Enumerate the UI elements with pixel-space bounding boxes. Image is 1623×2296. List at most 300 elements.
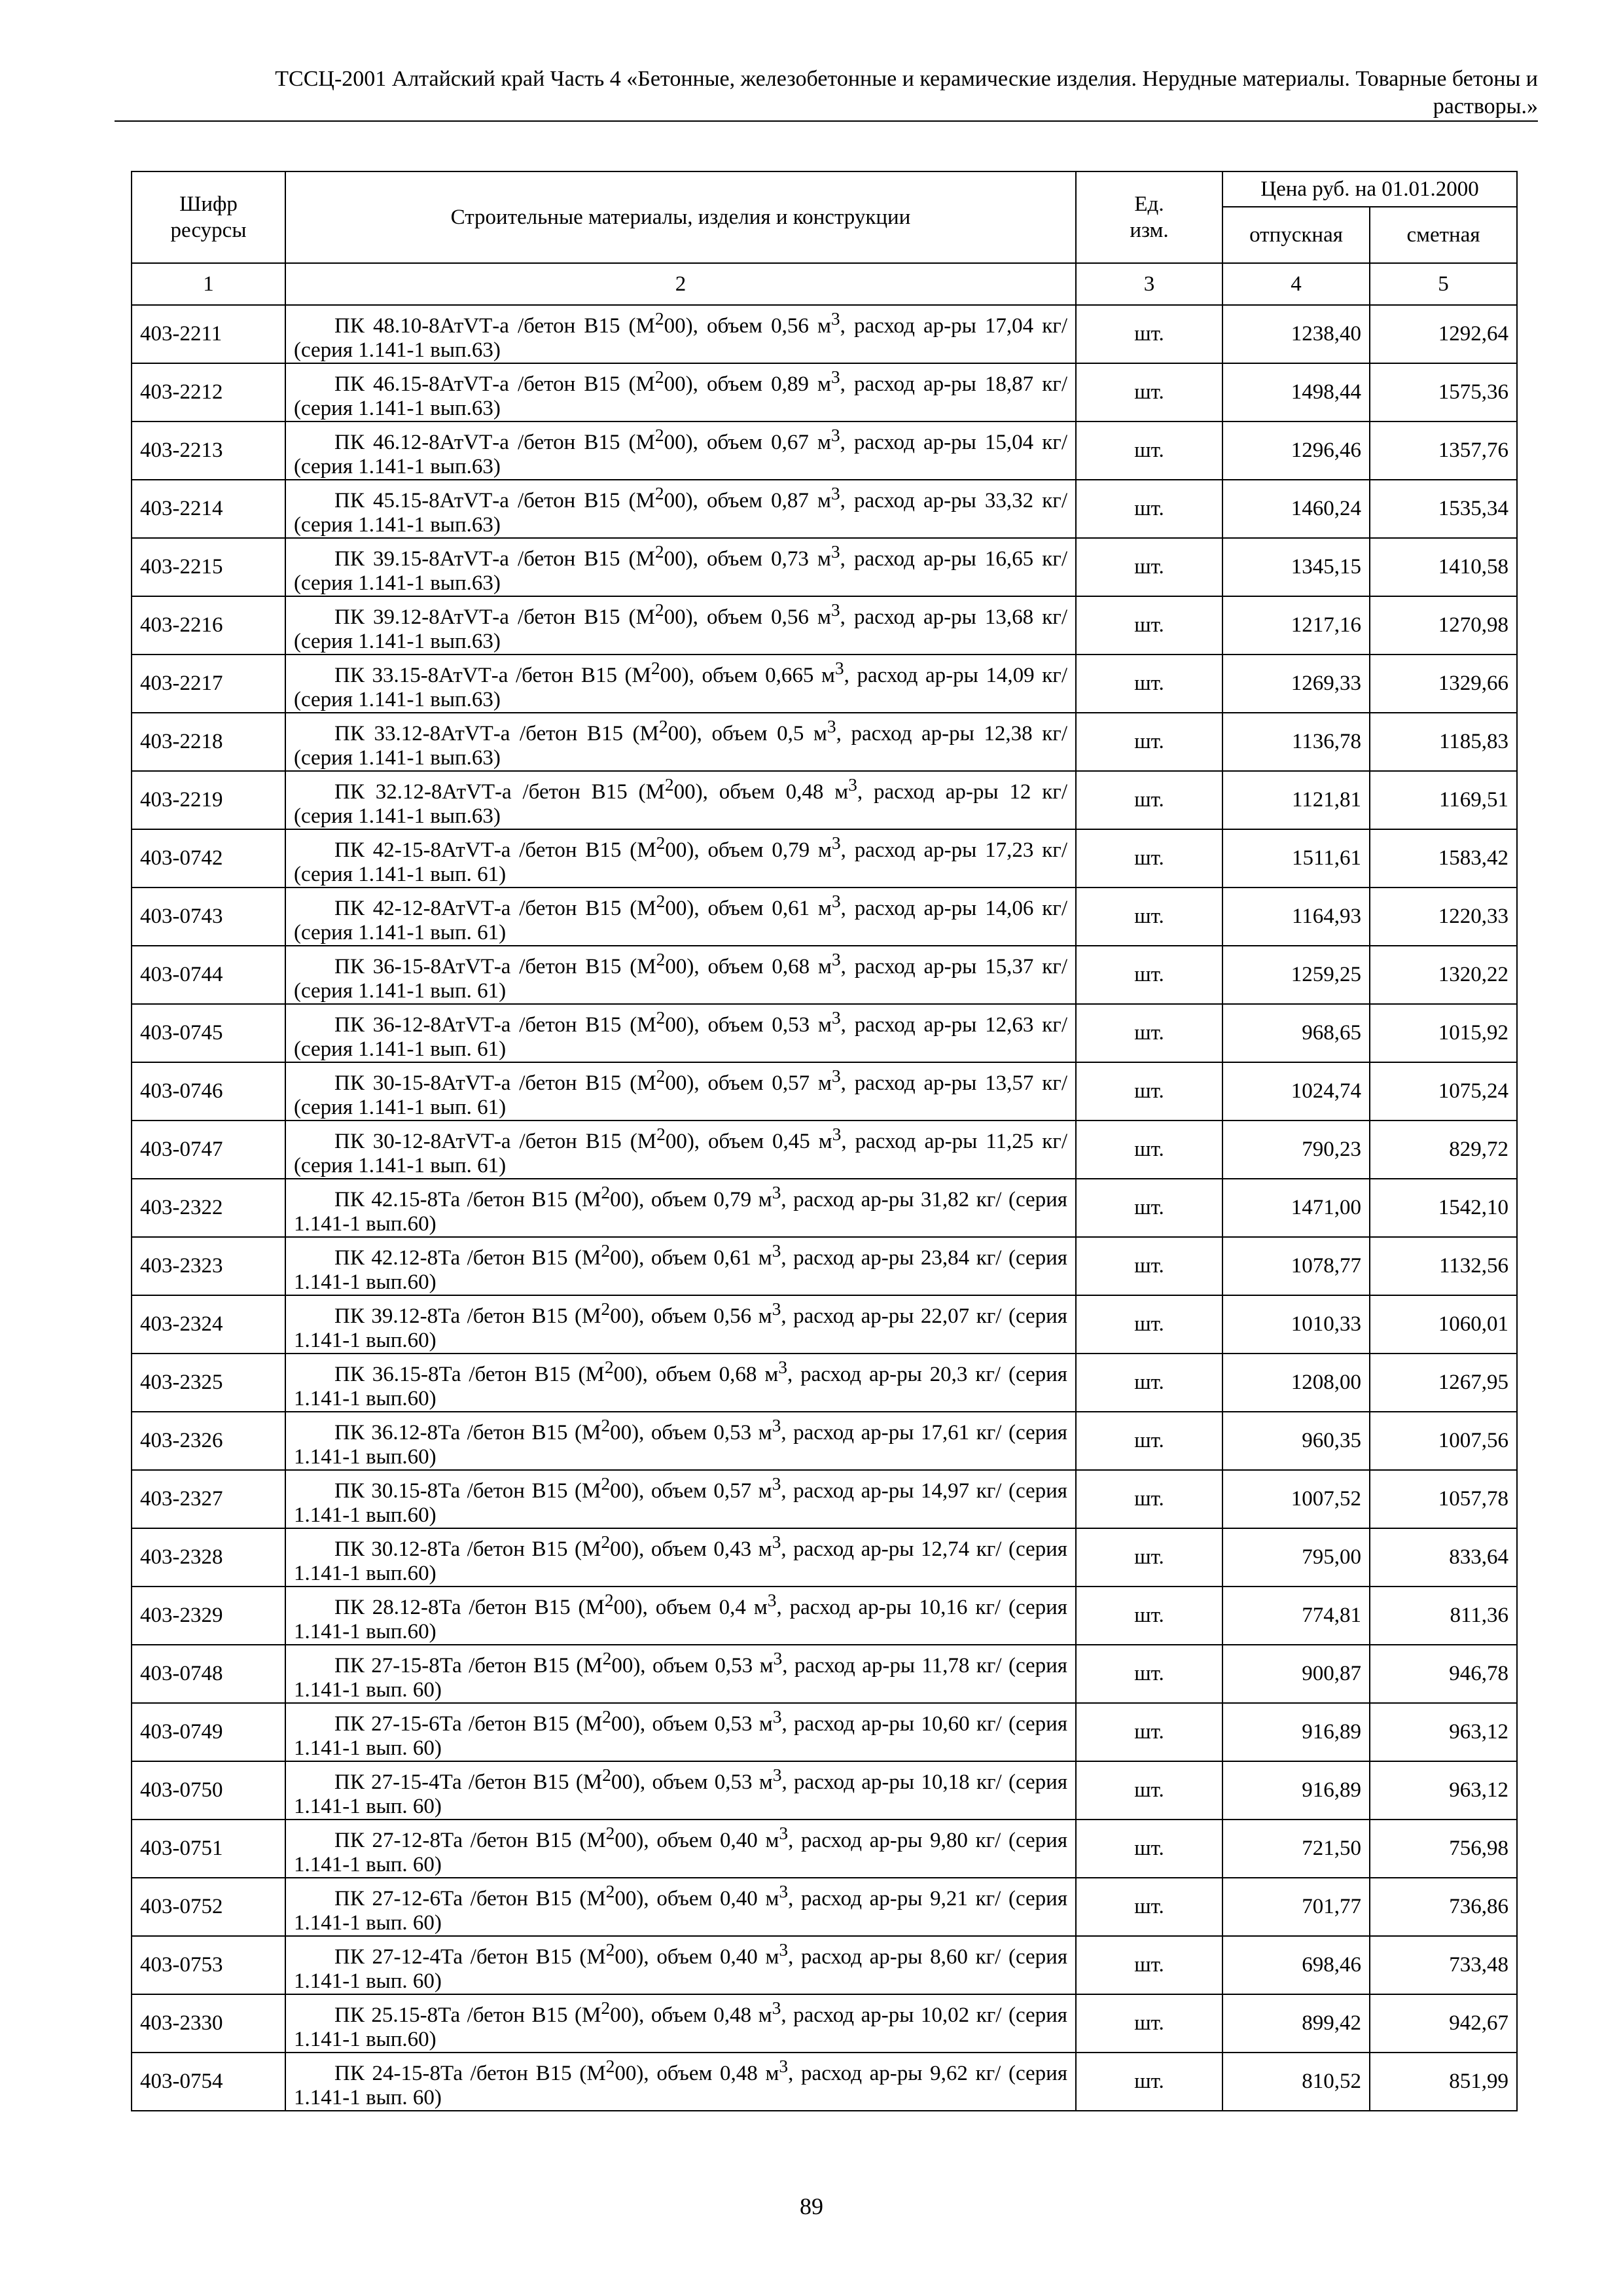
cubic-superscript: 3 — [831, 1007, 841, 1028]
description-part: ПК 30.12-8Та /бетон В15 (М — [334, 1537, 601, 1561]
price-estimate: 1542,10 — [1370, 1179, 1517, 1237]
unit: шт. — [1076, 713, 1222, 771]
unit: шт. — [1076, 422, 1222, 480]
description-part: 00), объем 0,56 м — [610, 1304, 772, 1328]
table-row — [132, 2053, 1517, 2111]
resource-code: 403-2330 — [132, 1994, 285, 2053]
material-description — [285, 1761, 1076, 1820]
cubic-superscript: 3 — [772, 1240, 781, 1261]
resource-code: 403-2323 — [132, 1237, 285, 1295]
grade-superscript: 2 — [654, 308, 664, 329]
grade-superscript: 2 — [656, 1007, 666, 1028]
header-price-release: отпускная — [1222, 207, 1370, 263]
material-description — [285, 1295, 1076, 1354]
material-description — [285, 1354, 1076, 1412]
description-part: ПК 39.12-8Та /бетон В15 (М — [334, 1304, 601, 1328]
description-part: ПК 36-15-8АтVТ-а /бетон В15 (М — [334, 954, 656, 978]
description-part: 00), объем 0,53 м — [611, 1653, 774, 1677]
cubic-superscript: 3 — [779, 1822, 789, 1843]
description-part: , расход ар-ры 9,80 кг/ (серия 1.141-1 вып. 60) — [294, 1828, 1068, 1876]
table-row — [132, 1004, 1517, 1062]
price-estimate: 1292,64 — [1370, 305, 1517, 363]
column-number: 1 — [132, 263, 285, 305]
grade-superscript: 2 — [651, 657, 660, 678]
unit: шт. — [1076, 1062, 1222, 1121]
table-row — [132, 946, 1517, 1004]
cubic-superscript: 3 — [834, 657, 844, 678]
grade-superscript: 2 — [602, 1764, 611, 1785]
material-description — [285, 1820, 1076, 1878]
material-description — [285, 1121, 1076, 1179]
description-part: 00), объем 0,665 м — [660, 663, 835, 687]
price-estimate: 1267,95 — [1370, 1354, 1517, 1412]
resource-code: 403-0751 — [132, 1820, 285, 1878]
table-row — [132, 713, 1517, 771]
price-release: 968,65 — [1222, 1004, 1370, 1062]
description-part: ПК 27-12-6Та /бетон В15 (М — [334, 1886, 606, 1910]
unit: шт. — [1076, 1121, 1222, 1179]
description-part: , расход ар-ры 11,25 кг/ (серия 1.141-1 вып. 61) — [294, 1129, 1067, 1177]
price-estimate: 829,72 — [1370, 1121, 1517, 1179]
material-description — [285, 538, 1076, 596]
resource-code: 403-0754 — [132, 2053, 285, 2111]
price-release: 1164,93 — [1222, 888, 1370, 946]
unit: шт. — [1076, 1936, 1222, 1994]
cubic-superscript: 3 — [830, 599, 840, 620]
resource-code: 403-2219 — [132, 771, 285, 829]
description-part: ПК 46.15-8АтVТ-а /бетон В15 (М — [334, 372, 655, 396]
cubic-superscript: 3 — [779, 1880, 789, 1901]
material-description — [285, 1062, 1076, 1121]
description-part: , расход ар-ры 17,23 кг/ (серия 1.141-1 вып. 61) — [294, 838, 1067, 886]
page-number: 89 — [800, 2193, 823, 2219]
price-estimate: 1320,22 — [1370, 946, 1517, 1004]
price-estimate: 1185,83 — [1370, 713, 1517, 771]
table-row — [132, 538, 1517, 596]
material-description — [285, 829, 1076, 888]
description-part: 00), объем 0,79 м — [610, 1187, 772, 1211]
description-part: 00), объем 0,56 м — [664, 314, 831, 338]
price-release: 1136,78 — [1222, 713, 1370, 771]
material-description — [285, 655, 1076, 713]
column-number: 2 — [285, 263, 1076, 305]
unit: шт. — [1076, 1878, 1222, 1936]
grade-superscript: 2 — [654, 424, 664, 445]
unit: шт. — [1076, 655, 1222, 713]
price-release: 900,87 — [1222, 1645, 1370, 1703]
price-estimate: 1060,01 — [1370, 1295, 1517, 1354]
resource-code: 403-2211 — [132, 305, 285, 363]
cubic-superscript: 3 — [830, 541, 840, 562]
table-row — [132, 829, 1517, 888]
cubic-superscript: 3 — [779, 1939, 789, 1960]
description-part: , расход ар-ры 13,68 кг/ (серия 1.141-1 вып.63) — [294, 605, 1067, 653]
cubic-superscript: 3 — [778, 1356, 787, 1377]
description-part: 00), объем 0,57 м — [610, 1479, 772, 1503]
grade-superscript: 2 — [605, 1822, 615, 1843]
material-description — [285, 305, 1076, 363]
price-estimate: 1220,33 — [1370, 888, 1517, 946]
description-part: ПК 48.10-8АтVТ-а /бетон В15 (М — [334, 314, 655, 338]
grade-superscript: 2 — [601, 1531, 611, 1552]
description-part: 00), объем 0,53 м — [611, 1770, 773, 1794]
price-estimate: 1169,51 — [1370, 771, 1517, 829]
description-part: 00), объем 0,67 м — [664, 430, 831, 454]
material-description — [285, 1587, 1076, 1645]
description-part: 00), объем 0,43 м — [610, 1537, 772, 1561]
table-row — [132, 888, 1517, 946]
header-line-1: ТССЦ-2001 Алтайский край Часть 4 «Бетонные, железобетонные и керамические изделия. Нерудные материалы. Товарные бетоны и — [275, 67, 1538, 91]
description-part: ПК 27-15-4Та /бетон В15 (М — [334, 1770, 603, 1794]
description-part: ПК 25.15-8Та /бетон В15 (М — [334, 2003, 601, 2027]
cubic-superscript: 3 — [830, 424, 840, 445]
price-release: 698,46 — [1222, 1936, 1370, 1994]
description-part: ПК 45.15-8АтVТ-а /бетон В15 (М — [334, 488, 655, 512]
description-part: , расход ар-ры 16,65 кг/ (серия 1.141-1 вып.63) — [294, 547, 1067, 595]
grade-superscript: 2 — [605, 2055, 615, 2076]
price-release: 790,23 — [1222, 1121, 1370, 1179]
description-part: 00), объем 0,53 м — [610, 1420, 772, 1444]
description-part: ПК 36-12-8АтVТ-а /бетон В15 (М — [334, 1013, 656, 1037]
resource-code: 403-0746 — [132, 1062, 285, 1121]
description-part: ПК 42.12-8Та /бетон В15 (М — [334, 1246, 601, 1270]
cubic-superscript: 3 — [830, 308, 840, 329]
grade-superscript: 2 — [601, 1473, 611, 1494]
grade-superscript: 2 — [601, 1240, 611, 1261]
description-part: ПК 39.12-8АтVТ-а /бетон В15 (М — [334, 605, 655, 629]
table-row — [132, 480, 1517, 538]
unit: шт. — [1076, 1412, 1222, 1470]
price-release: 1269,33 — [1222, 655, 1370, 713]
material-description — [285, 596, 1076, 655]
table-row — [132, 363, 1517, 422]
price-release: 1010,33 — [1222, 1295, 1370, 1354]
resource-code: 403-2212 — [132, 363, 285, 422]
description-part: , расход ар-ры 11,78 кг/ (серия 1.141-1 вып. 60) — [294, 1653, 1067, 1702]
price-estimate: 1575,36 — [1370, 363, 1517, 422]
grade-superscript: 2 — [656, 1123, 666, 1144]
resource-code: 403-0742 — [132, 829, 285, 888]
table-row — [132, 771, 1517, 829]
material-description — [285, 1528, 1076, 1587]
description-part: , расход ар-ры 8,60 кг/ (серия 1.141-1 вып. 60) — [294, 1945, 1068, 1993]
resource-code: 403-2216 — [132, 596, 285, 655]
description-part: , расход ар-ры 14,97 кг/ (серия 1.141-1 вып.60) — [294, 1479, 1067, 1527]
description-part: 00), объем 0,53 м — [611, 1712, 773, 1736]
description-part: , расход ар-ры 20,3 кг/ (серия 1.141-1 вып.60) — [294, 1362, 1067, 1410]
material-description — [285, 1994, 1076, 2053]
table-row — [132, 305, 1517, 363]
resource-code: 403-0747 — [132, 1121, 285, 1179]
unit: шт. — [1076, 480, 1222, 538]
price-release: 795,00 — [1222, 1528, 1370, 1587]
table-row — [132, 1761, 1517, 1820]
grade-superscript: 2 — [656, 832, 666, 853]
price-estimate: 1057,78 — [1370, 1470, 1517, 1528]
description-part: 00), объем 0,4 м — [613, 1595, 768, 1619]
unit: шт. — [1076, 1528, 1222, 1587]
cubic-superscript: 3 — [830, 366, 840, 387]
grade-superscript: 2 — [658, 715, 668, 736]
resource-code: 403-2325 — [132, 1354, 285, 1412]
cubic-superscript: 3 — [772, 1997, 781, 2018]
table-row — [132, 1528, 1517, 1587]
material-description — [285, 946, 1076, 1004]
price-release: 810,52 — [1222, 2053, 1370, 2111]
unit: шт. — [1076, 1004, 1222, 1062]
description-part: ПК 27-15-6Та /бетон В15 (М — [334, 1712, 603, 1736]
price-estimate: 963,12 — [1370, 1703, 1517, 1761]
description-part: ПК 32.12-8АтVТ-а /бетон В15 (М — [334, 780, 665, 804]
material-description — [285, 1936, 1076, 1994]
resource-code: 403-0749 — [132, 1703, 285, 1761]
resource-code: 403-0743 — [132, 888, 285, 946]
material-description — [285, 1878, 1076, 1936]
resource-code: 403-2326 — [132, 1412, 285, 1470]
material-description — [285, 1645, 1076, 1703]
cubic-superscript: 3 — [831, 890, 841, 911]
price-release: 960,35 — [1222, 1412, 1370, 1470]
unit: шт. — [1076, 946, 1222, 1004]
description-part: ПК 30.15-8Та /бетон В15 (М — [334, 1479, 601, 1503]
price-release: 916,89 — [1222, 1761, 1370, 1820]
price-estimate: 833,64 — [1370, 1528, 1517, 1587]
table-row — [132, 1412, 1517, 1470]
unit: шт. — [1076, 829, 1222, 888]
header-price-estimate: сметная — [1370, 207, 1517, 263]
description-part: ПК 24-15-8Та /бетон В15 (М — [334, 2061, 606, 2085]
price-estimate: 1329,66 — [1370, 655, 1517, 713]
description-part: 00), объем 0,89 м — [664, 372, 831, 396]
price-estimate: 756,98 — [1370, 1820, 1517, 1878]
resource-code: 403-0752 — [132, 1878, 285, 1936]
description-part: 00), объем 0,40 м — [615, 1828, 779, 1852]
unit: шт. — [1076, 1295, 1222, 1354]
table-row — [132, 422, 1517, 480]
cubic-superscript: 3 — [832, 1123, 842, 1144]
price-release: 721,50 — [1222, 1820, 1370, 1878]
material-description — [285, 480, 1076, 538]
cubic-superscript: 3 — [831, 948, 841, 969]
description-part: , расход ар-ры 13,57 кг/ (серия 1.141-1 вып. 61) — [294, 1071, 1067, 1119]
price-estimate: 851,99 — [1370, 2053, 1517, 2111]
price-release: 1078,77 — [1222, 1237, 1370, 1295]
page-header — [115, 65, 1538, 120]
price-release: 1208,00 — [1222, 1354, 1370, 1412]
unit: шт. — [1076, 771, 1222, 829]
description-part: , расход ар-ры 12,74 кг/ (серия 1.141-1 вып.60) — [294, 1537, 1067, 1585]
unit: шт. — [1076, 1354, 1222, 1412]
cubic-superscript: 3 — [848, 774, 857, 795]
description-part: , расход ар-ры 33,32 кг/ (серия 1.141-1 вып.63) — [294, 488, 1067, 537]
unit: шт. — [1076, 1820, 1222, 1878]
description-part: , расход ар-ры 23,84 кг/ (серия 1.141-1 вып.60) — [294, 1246, 1067, 1294]
unit: шт. — [1076, 1587, 1222, 1645]
unit: шт. — [1076, 888, 1222, 946]
table-row — [132, 1703, 1517, 1761]
grade-superscript: 2 — [602, 1706, 611, 1727]
description-part: ПК 42.15-8Та /бетон В15 (М — [334, 1187, 601, 1211]
price-release: 1498,44 — [1222, 363, 1370, 422]
unit: шт. — [1076, 1703, 1222, 1761]
description-part: , расход ар-ры 10,16 кг/ (серия 1.141-1 вып.60) — [294, 1595, 1067, 1643]
resource-code: 403-0744 — [132, 946, 285, 1004]
grade-superscript: 2 — [602, 1647, 612, 1668]
price-estimate: 963,12 — [1370, 1761, 1517, 1820]
description-part: 00), объем 0,48 м — [673, 780, 849, 804]
material-description — [285, 1412, 1076, 1470]
price-release: 1471,00 — [1222, 1179, 1370, 1237]
description-part: , расход ар-ры 10,02 кг/ (серия 1.141-1 вып.60) — [294, 2003, 1067, 2051]
resource-code: 403-0748 — [132, 1645, 285, 1703]
price-estimate: 1535,34 — [1370, 480, 1517, 538]
material-description — [285, 363, 1076, 422]
description-part: ПК 30-15-8АтVТ-а /бетон В15 (М — [334, 1071, 656, 1095]
description-part: , расход ар-ры 14,09 кг/ (серия 1.141-1 вып.63) — [294, 663, 1067, 711]
description-part: ПК 27-15-8Та /бетон В15 (М — [334, 1653, 603, 1677]
description-part: 00), объем 0,61 м — [665, 896, 832, 920]
resource-code: 403-0745 — [132, 1004, 285, 1062]
description-part: , расход ар-ры 10,18 кг/ (серия 1.141-1 вып. 60) — [294, 1770, 1068, 1818]
table-row — [132, 1470, 1517, 1528]
price-estimate: 1132,56 — [1370, 1237, 1517, 1295]
resource-code: 403-2329 — [132, 1587, 285, 1645]
table-row — [132, 1645, 1517, 1703]
description-part: 00), объем 0,87 м — [664, 488, 831, 512]
description-part: ПК 36.12-8Та /бетон В15 (М — [334, 1420, 601, 1444]
material-description — [285, 771, 1076, 829]
price-release: 1121,81 — [1222, 771, 1370, 829]
cubic-superscript: 3 — [772, 1181, 781, 1202]
header-name: Строительные материалы, изделия и конструкции — [285, 171, 1076, 263]
price-release: 701,77 — [1222, 1878, 1370, 1936]
grade-superscript: 2 — [654, 366, 664, 387]
grade-superscript: 2 — [654, 599, 664, 620]
description-part: ПК 27-12-4Та /бетон В15 (М — [334, 1945, 606, 1969]
unit: шт. — [1076, 1761, 1222, 1820]
unit: шт. — [1076, 1645, 1222, 1703]
price-release: 1259,25 — [1222, 946, 1370, 1004]
price-estimate: 736,86 — [1370, 1878, 1517, 1936]
price-release: 1024,74 — [1222, 1062, 1370, 1121]
description-part: 00), объем 0,68 м — [665, 954, 832, 978]
cubic-superscript: 3 — [773, 1647, 783, 1668]
table-row — [132, 1062, 1517, 1121]
price-release: 1511,61 — [1222, 829, 1370, 888]
material-description — [285, 1179, 1076, 1237]
cubic-superscript: 3 — [772, 1531, 781, 1552]
price-estimate: 1583,42 — [1370, 829, 1517, 888]
price-release: 1460,24 — [1222, 480, 1370, 538]
description-part: 00), объем 0,40 м — [615, 1945, 779, 1969]
price-release: 1296,46 — [1222, 422, 1370, 480]
description-part: , расход ар-ры 17,61 кг/ (серия 1.141-1 вып.60) — [294, 1420, 1067, 1469]
price-estimate: 733,48 — [1370, 1936, 1517, 1994]
unit: шт. — [1076, 305, 1222, 363]
grade-superscript: 2 — [605, 1939, 615, 1960]
description-part: , расход ар-ры 31,82 кг/ (серия 1.141-1 вып.60) — [294, 1187, 1067, 1236]
description-part: , расход ар-ры 18,87 кг/ (серия 1.141-1 вып.63) — [294, 372, 1067, 420]
description-part: ПК 30-12-8АтVТ-а /бетон В15 (М — [334, 1129, 657, 1153]
cubic-superscript: 3 — [779, 2055, 789, 2076]
price-estimate: 1270,98 — [1370, 596, 1517, 655]
price-release: 1345,15 — [1222, 538, 1370, 596]
header-unit: Ед. изм. — [1076, 171, 1222, 263]
price-release: 916,89 — [1222, 1703, 1370, 1761]
description-part: 00), объем 0,61 м — [610, 1246, 772, 1270]
price-estimate: 942,67 — [1370, 1994, 1517, 2053]
cubic-superscript: 3 — [827, 715, 836, 736]
table-body — [132, 305, 1517, 2111]
unit: шт. — [1076, 538, 1222, 596]
grade-superscript: 2 — [604, 1589, 614, 1610]
description-part: ПК 39.15-8АтVТ-а /бетон В15 (М — [334, 547, 655, 571]
description-part: 00), объем 0,45 м — [665, 1129, 832, 1153]
description-part: ПК 36.15-8Та /бетон В15 (М — [334, 1362, 605, 1386]
table-row — [132, 1878, 1517, 1936]
table-row — [132, 596, 1517, 655]
price-estimate: 1007,56 — [1370, 1412, 1517, 1470]
resource-code: 403-2217 — [132, 655, 285, 713]
description-part: 00), объем 0,56 м — [664, 605, 831, 629]
grade-superscript: 2 — [656, 948, 666, 969]
description-part: ПК 33.12-8АтVТ-а /бетон В15 (М — [334, 721, 659, 745]
resource-code: 403-2218 — [132, 713, 285, 771]
description-part: , расход ар-ры 15,04 кг/ (серия 1.141-1 вып.63) — [294, 430, 1067, 478]
unit: шт. — [1076, 363, 1222, 422]
table-row — [132, 1587, 1517, 1645]
resource-code: 403-2327 — [132, 1470, 285, 1528]
description-part: , расход ар-ры 12,63 кг/ (серия 1.141-1 вып. 61) — [294, 1013, 1067, 1061]
resource-code: 403-2322 — [132, 1179, 285, 1237]
table-row — [132, 1994, 1517, 2053]
description-part: , расход ар-ры 10,60 кг/ (серия 1.141-1 вып. 60) — [294, 1712, 1068, 1760]
cubic-superscript: 3 — [772, 1298, 781, 1319]
table-row — [132, 1121, 1517, 1179]
price-estimate: 811,36 — [1370, 1587, 1517, 1645]
resource-code: 403-0750 — [132, 1761, 285, 1820]
unit: шт. — [1076, 1470, 1222, 1528]
grade-superscript: 2 — [601, 1997, 611, 2018]
header-rule — [115, 120, 1538, 122]
material-description — [285, 1004, 1076, 1062]
unit: шт. — [1076, 1179, 1222, 1237]
header-line-2: растворы.» — [1433, 94, 1538, 118]
description-part: , расход ар-ры 15,37 кг/ (серия 1.141-1 вып. 61) — [294, 954, 1067, 1003]
description-part: 00), объем 0,40 м — [615, 1886, 779, 1910]
resource-code: 403-2214 — [132, 480, 285, 538]
cubic-superscript: 3 — [772, 1706, 782, 1727]
cubic-superscript: 3 — [772, 1414, 781, 1435]
table-row — [132, 1237, 1517, 1295]
description-part: ПК 27-12-8Та /бетон В15 (М — [334, 1828, 606, 1852]
column-number: 4 — [1222, 263, 1370, 305]
table-row — [132, 655, 1517, 713]
cubic-superscript: 3 — [831, 1065, 841, 1086]
price-estimate: 1015,92 — [1370, 1004, 1517, 1062]
price-estimate: 1357,76 — [1370, 422, 1517, 480]
header-price-group: Цена руб. на 01.01.2000 — [1222, 171, 1517, 207]
material-description — [285, 1470, 1076, 1528]
column-number: 3 — [1076, 263, 1222, 305]
grade-superscript: 2 — [654, 482, 664, 503]
material-description — [285, 713, 1076, 771]
cubic-superscript: 3 — [772, 1764, 782, 1785]
description-part: 00), объем 0,68 м — [613, 1362, 779, 1386]
description-part: , расход ар-ры 14,06 кг/ (серия 1.141-1 вып. 61) — [294, 896, 1067, 944]
grade-superscript: 2 — [601, 1414, 611, 1435]
cubic-superscript: 3 — [767, 1589, 777, 1610]
